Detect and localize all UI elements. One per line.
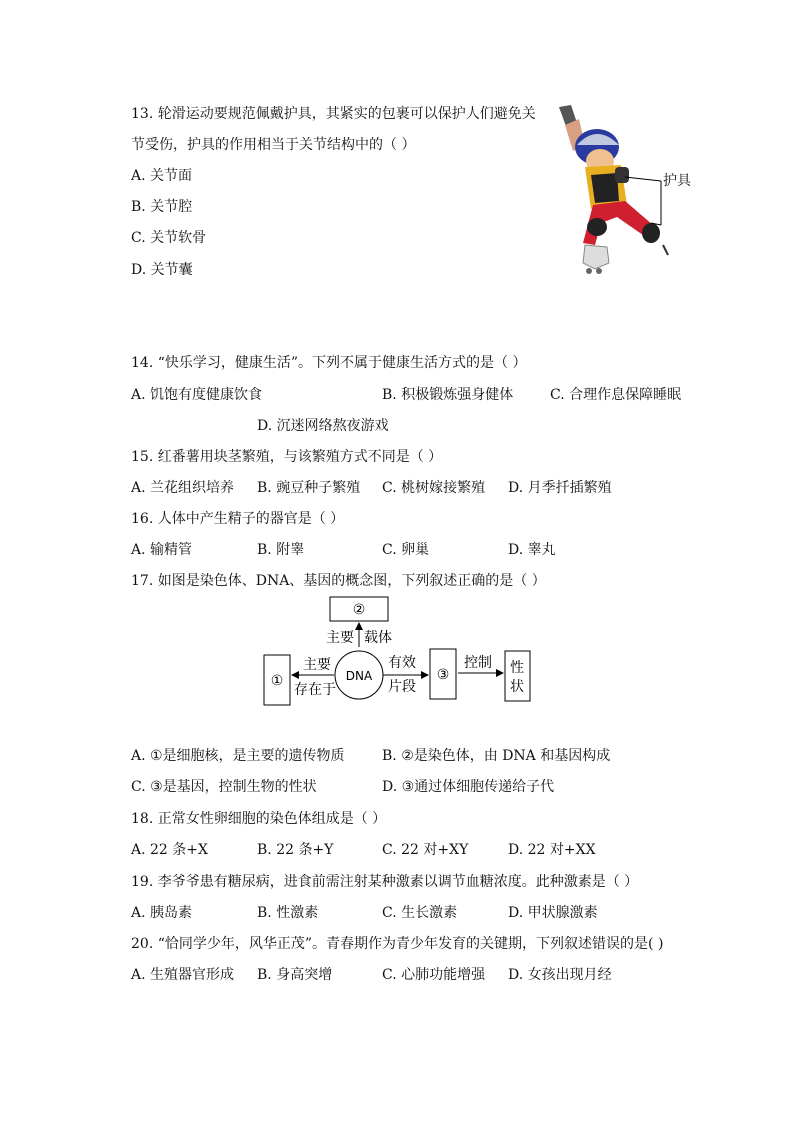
diagram-label-main-top: 主要 [326,630,354,646]
question-13-option-a[interactable]: A. 关节面 [131,168,193,184]
question-19-option-a[interactable]: A. 胰岛素 [131,905,193,921]
question-19-stem: 19. 李爷爷患有糖尿病，进食前需注射某种激素以调节血糖浓度。此种激素是（ ） [131,874,639,890]
question-13-stem-line1: 13. 轮滑运动要规范佩戴护具，其紧实的包裹可以保护人们避免关 [131,106,536,122]
diagram-label-segment: 片段 [388,679,416,695]
diagram-label-main-left: 主要 [303,657,331,673]
question-17-stem: 17. 如图是染色体、DNA、基因的概念图，下列叙述正确的是（ ） [131,573,546,589]
question-13-option-d[interactable]: D. 关节囊 [131,262,193,278]
question-15-option-b[interactable]: B. 豌豆种子繁殖 [257,480,361,496]
question-20-option-a[interactable]: A. 生殖器官形成 [131,967,235,983]
question-18-option-a[interactable]: A. 22 条+X [131,842,208,858]
question-18-option-c[interactable]: C. 22 对+XY [382,842,469,858]
question-15-option-d[interactable]: D. 月季扦插繁殖 [508,480,612,496]
diagram-label-exists-in: 存在于 [294,682,336,698]
question-19-option-b[interactable]: B. 性激素 [257,905,319,921]
diagram-trait-char-2: 状 [510,679,524,695]
question-14-option-c[interactable]: C. 合理作息保障睡眠 [550,387,682,403]
skater-figure [555,105,670,280]
diagram-label-effective: 有效 [388,655,416,671]
question-14-option-d[interactable]: D. 沉迷网络熬夜游戏 [257,418,389,434]
question-15-option-c[interactable]: C. 桃树嫁接繁殖 [382,480,486,496]
diagram-dna-label: DNA [345,669,373,683]
question-13-option-c[interactable]: C. 关节软骨 [131,230,207,246]
diagram-box-1-label: ① [270,673,284,689]
question-13-stem-line2: 节受伤，护具的作用相当于关节结构中的（ ） [131,137,416,153]
question-16-option-b[interactable]: B. 附睾 [257,542,305,558]
question-19-option-d[interactable]: D. 甲状腺激素 [508,905,598,921]
question-14-option-b[interactable]: B. 积极锻炼强身健体 [382,387,514,403]
diagram-label-control: 控制 [464,655,492,671]
question-19-option-c[interactable]: C. 生长激素 [382,905,458,921]
question-20-stem: 20. “恰同学少年，风华正茂”。青春期作为青少年发育的关键期，下列叙述错误的是( ) [131,936,664,952]
concept-diagram [262,595,532,710]
question-17-option-b[interactable]: B. ②是染色体，由 DNA 和基因构成 [382,748,611,764]
question-17-option-c[interactable]: C. ③是基因，控制生物的性状 [131,779,317,795]
question-18-stem: 18. 正常女性卵细胞的染色体组成是（ ） [131,811,387,827]
question-15-stem: 15. 红番薯用块茎繁殖，与该繁殖方式不同是（ ） [131,449,443,465]
question-14-stem: 14. “快乐学习，健康生活”。下列不属于健康生活方式的是（ ） [131,355,527,371]
diagram-box-2-label: ② [352,602,366,618]
question-20-option-c[interactable]: C. 心肺功能增强 [382,967,486,983]
question-20-option-b[interactable]: B. 身高突增 [257,967,333,983]
diagram-box-3-label: ③ [436,667,450,683]
diagram-label-carrier: 载体 [364,630,392,646]
question-16-option-d[interactable]: D. 睾丸 [508,542,556,558]
question-16-stem: 16. 人体中产生精子的器官是（ ） [131,511,345,527]
question-14-option-a[interactable]: A. 饥饱有度健康饮食 [131,387,263,403]
question-17-option-a[interactable]: A. ①是细胞核，是主要的遗传物质 [131,748,345,764]
figure-label-protective-gear: 护具 [663,173,691,189]
question-13-option-b[interactable]: B. 关节腔 [131,199,193,215]
question-18-option-b[interactable]: B. 22 条+Y [257,842,334,858]
question-17-option-d[interactable]: D. ③通过体细胞传递给子代 [382,779,555,795]
diagram-trait-char-1: 性 [510,660,524,676]
question-18-option-d[interactable]: D. 22 对+XX [508,842,596,858]
question-16-option-c[interactable]: C. 卵巢 [382,542,430,558]
question-16-option-a[interactable]: A. 输精管 [131,542,193,558]
question-15-option-a[interactable]: A. 兰花组织培养 [131,480,235,496]
question-20-option-d[interactable]: D. 女孩出现月经 [508,967,612,983]
